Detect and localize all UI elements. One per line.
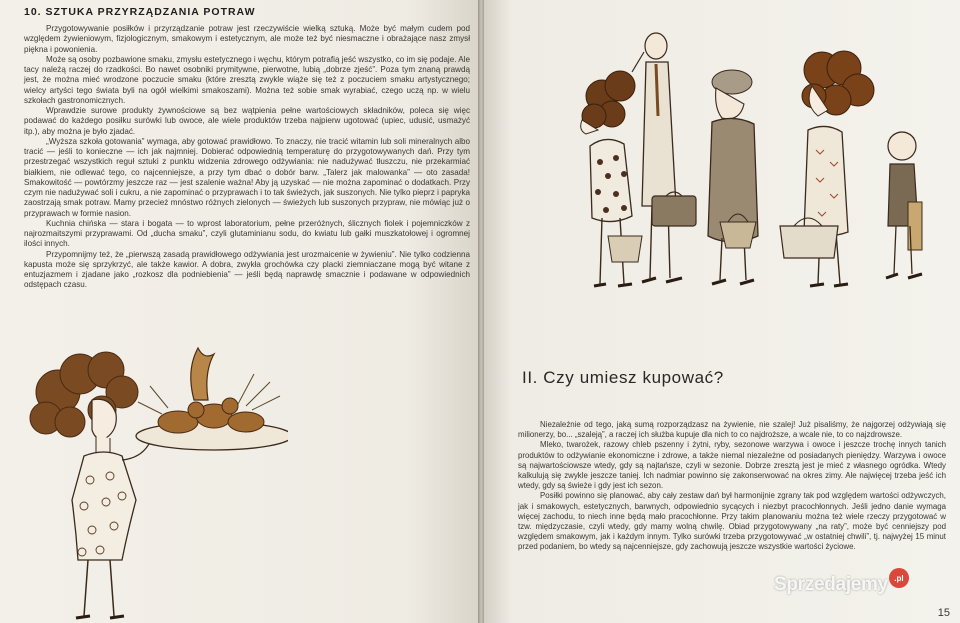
paragraph: Wprawdzie surowe produkty żywnościowe są bez wątpienia pełne wartościowych składników, poleca się więc podawać do każdego posiłku surówki lub owoce, ale wiele produktów trzeba najpierw ugotować (upiec, udusić, usmażyć itp.), aby można je było zjadać. [24,106,470,136]
child-figure [886,132,922,278]
tall-man [632,33,696,282]
woman-in-coat [708,70,758,284]
left-body-text [24,24,470,291]
shoppers-queue-illustration [572,26,940,296]
paragraph: Przygotowywanie posiłków i przyrządzanie potraw jest rzeczywiście wielką sztuką. Może być małym cudem pod względem żywieniowym, fizjologicznym, smakowym i estetycznym, ale może też być niesmaczne i obrażające nasz zmysł piękna i powonienia. [24,24,470,54]
paragraph: Niezależnie od tego, jaką sumą rozporządzasz na żywienie, nie szalej! Już pisaliśmy, że najgorzej odżywiają się milionerzy, bo... „szaleją”, a raczej ich służba kupuje dla nich to co najdroższe, a wcale nie, to co najzdrowsze. [518,420,946,440]
left-page [0,0,478,623]
paragraph: Przypomnijmy też, że „pierwszą zasadą prawidłowego odżywiania jest urozmaicenie w żywieniu”. Nie tylko codzienna kapusta może się sprzykrzyć, ale także kawior. A dobra, zwykła grochówka czy placki ziemniaczane mogą być witane z entuzjazmem i zjadane jako „rozkosz dla podniebienia” — jeśli będą naprawdę smacznie i podawane w odpowiednich odstępach czasu. [24,249,470,290]
watermark-badge-text: .pl [894,573,904,583]
paragraph: Mleko, twarożek, razowy chleb pszenny i żytni, ryby, sezonowe warzywa i owoce i jeszcze trochę innych tanich produktów to odżywianie ekonomiczne i zdrowe, a także niemal niezależne od posiadanych pieniędzy. Warzywa i owoce są najwartościowsze wtedy, gdy są najtańsze, czyli w sezonie. Dobrze zresztą jest je mieć z własnego ogródka. Wtedy kalkulują się zwykle jeszcze taniej. Ich nadmiar powinno się zakonserwować na okres zimy. Ale najwięcej trzeba jeść ich wtedy, gdy są świeże i gdy jest ich sezon. [518,440,946,491]
paragraph: Posiłki powinno się planować, aby cały zestaw dań był harmonijnie zgrany tak pod względem wartości odżywczych, jak i smakowych, estetycznych, barwnych, odpowiednio sycących i niezbyt pracochłonnych. Jeśli jedno danie wymaga więcej zachodu, to niech inne będą mało pracochłonne. Przy takim planowaniu można też wiele rzeczy przygotować w tzw. międzyczasie, czyli wtedy, gdy mamy wolną chwilę. Obiad przygotowywany „na raty”, może być cenniejszy pod względem smakowym, jak i każdym innym. Tylko surówki trzeba przygotowywać „w ostatniej chwili”, tj. najwyżej 15 minut przed podaniem, bo wtedy są najcenniejsze, gdy zachowują jeszcze wszystkie wartości życiowe. [518,491,946,552]
watermark-badge [889,568,909,588]
section-title: II. Czy umiesz kupować? [522,368,724,387]
chapter-title: 10. SZTUKA PRZYRZĄDZANIA POTRAW [24,6,256,18]
paragraph: Kuchnia chińska — stara i bogata — to wprost laboratorium, pełne przeróżnych, ślicznych fiolek i pojemniczków z najrozmaitszymi przyprawami. Od „ducha smaku”, czyli glutaminianu sodu, do kwiatu lub gałki muszkatołowej i ogromnej ilości innych. [24,218,470,249]
paragraph: „Wyższa szkoła gotowania” wymaga, aby gotować prawidłowo. To znaczy, nie tracić witamin lub soli mineralnych albo tracić — jeśli to konieczne — ich jak najmniej. Dobierać odpowiednią temperaturę do przygotowywanych dań. Przy tym przestrzegać wszystkich reguł sztuki z punktu widzenia zdrowego odżywiania: nie nadużywać tłuszczu, nie przekarmiać białkiem, nie odlewać tego, co najcenniejsze, a przy tym dbać o dobór barw. „Talerz jak malowanka” — oto zasada! Smakowitość — powtórzmy jeszcze raz — jest szalenie ważna! Aby ją uzyskać — nie można zapominać o dodatkach. Przy czym nie nadużywać soli i cukru, a nie zapominać o przyprawach i to tak świeżych, jak suszonych. Nie tylko pieprz i papryka zaostrzają smak potraw. Mamy przecież mnóstwo różnych zielonych — świeżych lub suszonych przypraw, nie mówiąc już o przyprawach w formie nasion. [24,136,470,218]
woman-with-fish-platter-illustration [18,330,288,623]
watermark-text: Sprzedajemy [774,574,888,595]
page-number: 15 [937,607,950,619]
right-body-text [518,420,946,553]
woman-dotted-dress [581,71,642,286]
watermark-logo [774,574,909,596]
curly-hair [30,352,138,437]
right-page [484,0,960,623]
woman-with-handbag [780,51,874,286]
paragraph: Może są osoby pozbawione smaku, zmysłu estetycznego i węchu, którym potrafią jeść wszystko, co im się podaje. Ale tacy należą raczej do rzadkości. Bo nawet osobniki prymitywne, pierwotne, lubią „dobrze zjeść”. Poza tym znaną prawdą jest, że można mieć wrodzone poczucie smaku (które zresztą zwykle wiąże się też z poczuciem smaku artystycznego; wielcy artyści tego świata byli na ogół wielkimi smakoszami). Można też sobie smak wyrabiać, czego uczą np. w wielu szkołach gastronomicznych. [24,54,470,105]
